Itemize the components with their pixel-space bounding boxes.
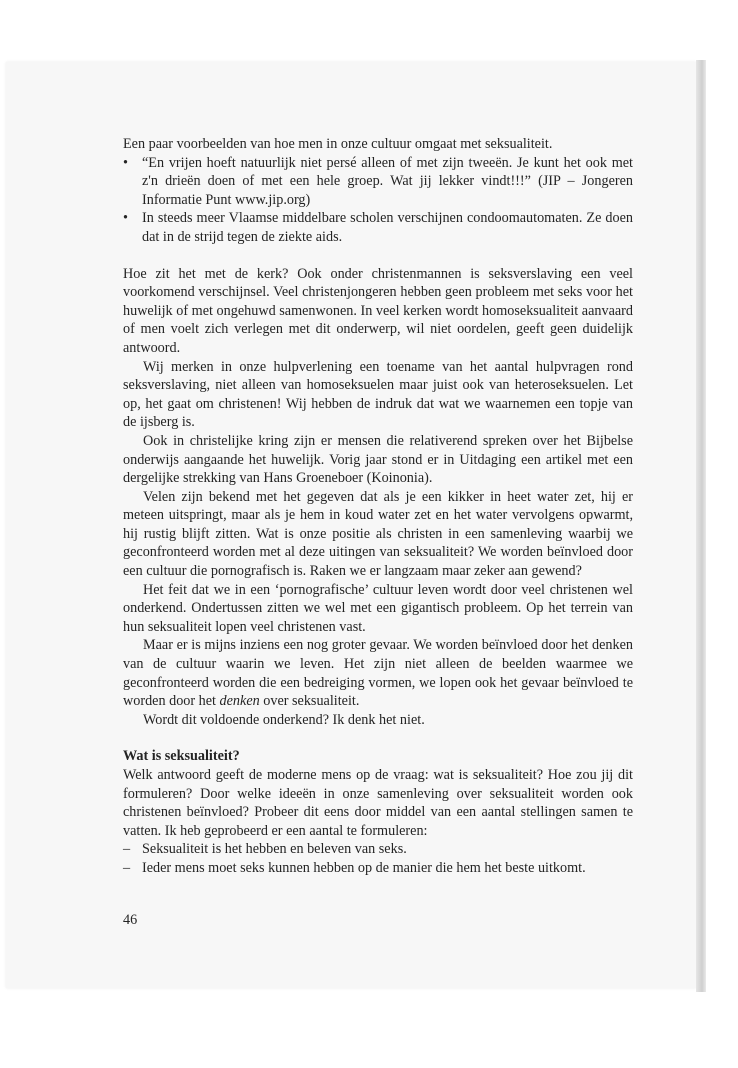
paragraph-onderkend: Wordt dit voldoende onderkend? Ik denk het niet. <box>143 711 425 728</box>
section-heading: Wat is seksualiteit? <box>123 748 240 765</box>
text-before: Maar er is mijns inziens een nog groter gevaar. We worden beïnvloed door het denken van de cultuur waarin we leven. Het zijn niet alleen de beelden waarmee we geconfronteerd worden die een bedreiging vormen, we lopen ook het gevaar beïnvloed te worden door het <box>123 637 633 710</box>
paragraph-hulpverlening: Wij merken in onze hulpverlening een toename van het aantal hulpvragen rond seksverslaving, niet alleen van homoseksuelen maar juist ook van heteroseksuelen. Let op, het gaat om christenen! Wij hebben de indruk dat wat we waarnemen een topje van de ijsberg is. <box>123 358 633 431</box>
page-number: 46 <box>123 912 138 928</box>
paragraph-kerk: Hoe zit het met de kerk? Ook onder christenmannen is seksverslaving een veel voorkomend verschijnsel. Veel christenjongeren hebben geen probleem met seks voor het huwelijk of met ongehuwd samenwonen. In veel kerken wordt homoseksualiteit aanvaard of men voelt zich verlegen met dit onderwerp, wil niet oordelen, geeft geen duidelijk antwoord. <box>123 265 633 356</box>
page-edge-shadow <box>696 60 706 992</box>
paragraph-kikker: Velen zijn bekend met het gegeven dat als je een kikker in heet water zet, hij er meteen uitspringt, maar als je hem in koud water zet en het water vervolgens opwarmt, hij rustig blijft zitten. Wat is onze positie als christen in een samenleving waarbij we geconfronteerd worden met al deze uitingen van seksualiteit? We worden beïnvloed door een cultuur die pornografisch is. Raken we er langzaam maar zeker aan gewend? <box>123 488 633 580</box>
section-paragraph: Welk antwoord geeft de moderne mens op de vraag: wat is seksualiteit? Hoe zou jij dit formuleren? Door welke ideeën in onze samenleving over seksualiteit worden ook christenen beïnvloed? Probeer dit eens door middel van een aantal stellingen samen te vatten. Ik heb geprobeerd er een aantal te formuleren: <box>123 767 633 839</box>
bullet-text: In steeds meer Vlaamse middelbare scholen verschijnen condoomautomaten. Ze doen dat in de strijd tegen de ziekte aids. <box>142 210 633 245</box>
bullet-marker: • <box>123 154 128 171</box>
bullet-item <box>123 209 633 246</box>
statement-list <box>123 840 633 877</box>
text-after: over seksualiteit. <box>259 693 360 710</box>
intro-line: Een paar voorbeelden van hoe men in onze cultuur omgaat met seksualiteit. <box>123 136 553 152</box>
emphasis-denken: denken <box>219 693 260 710</box>
statement-text: Seksualiteit is het hebben en beleven van seks. <box>142 841 407 858</box>
statement-item <box>123 840 633 859</box>
bullet-marker: • <box>123 210 128 227</box>
paragraph-pornografische-cultuur: Het feit dat we in een ‘pornografische’ cultuur leven wordt door veel christenen wel onderkend. Ondertussen zitten we wel met een gigantisch probleem. Op het terrein van hun seksualiteit lopen veel christenen vast. <box>123 581 633 635</box>
paragraph-christelijke-kring: Ook in christelijke kring zijn er mensen die relativerend spreken over het Bijbelse onderwijs aangaande het huwelijk. Vorig jaar stond er in Uitdaging een artikel met een dergelijke strekking van Hans Groeneboer (Koinonia). <box>123 432 633 487</box>
statement-text: Ieder mens moet seks kunnen hebben op de manier die hem het beste uitkomt. <box>142 859 586 876</box>
paragraph-groter-gevaar <box>123 636 633 710</box>
bullet-text: “En vrijen hoeft natuurlijk niet persé alleen of met zijn tweeën. Je kunt het ook met z'n drieën doen of met een hele groep. Wat jij lekker vindt!!!” (JIP – Jongeren Informatie Punt www.jip.org) <box>142 154 633 208</box>
dash-marker: – <box>123 841 131 858</box>
bullet-item <box>123 154 633 210</box>
paragraph-gap <box>123 247 633 265</box>
paragraph-gap <box>123 729 633 747</box>
statement-item <box>123 859 633 878</box>
page-body <box>123 135 633 878</box>
dash-marker: – <box>123 859 131 876</box>
example-bullet-list <box>123 154 633 247</box>
